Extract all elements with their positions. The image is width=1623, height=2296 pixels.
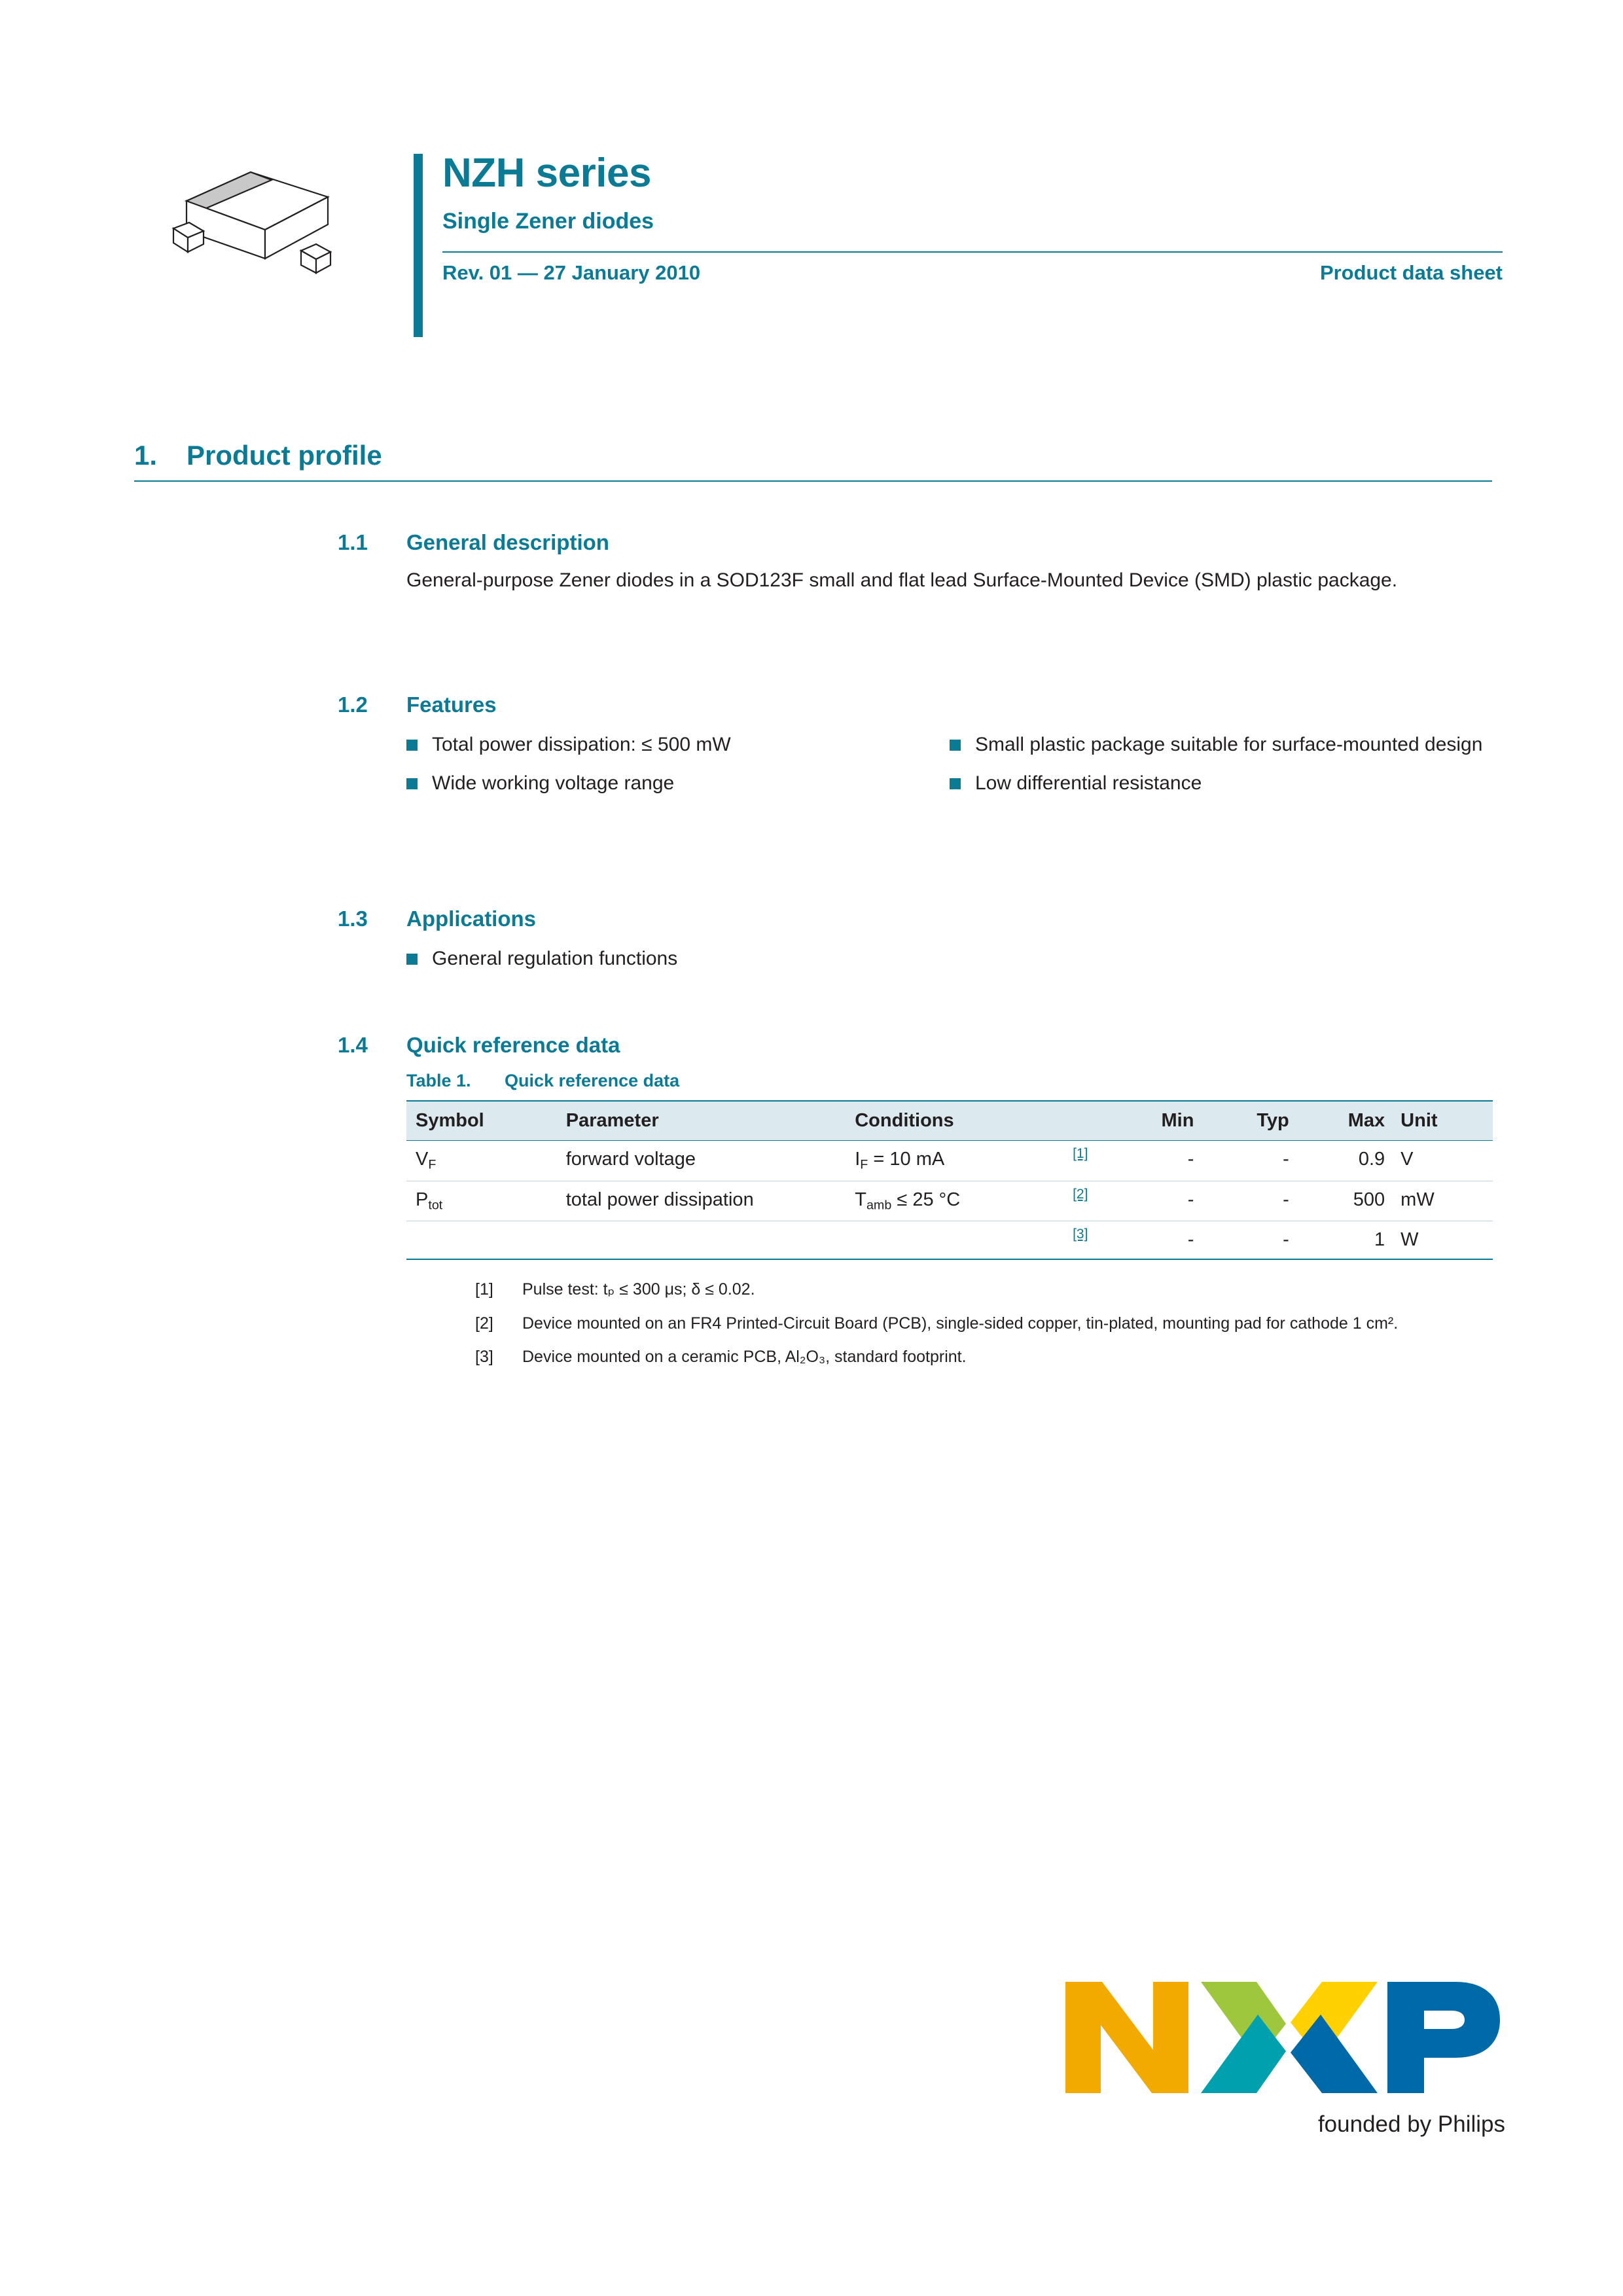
- condition-subscript: F: [860, 1157, 868, 1172]
- general-description-text: General-purpose Zener diodes in a SOD123F small and flat lead Surface-Mounted Device (SMD) plastic package.: [406, 569, 1398, 591]
- footnote-text: Device mounted on a ceramic PCB, Al₂O₃, standard footprint.: [522, 1348, 967, 1367]
- cell-typ: -: [1200, 1221, 1295, 1260]
- cell-parameter: total power dissipation: [557, 1181, 846, 1221]
- features-column-left: [406, 732, 950, 808]
- column-header-parameter: Parameter: [557, 1101, 846, 1141]
- footnote-text: Pulse test: tₚ ≤ 300 μs; δ ≤ 0.02.: [522, 1280, 755, 1299]
- footnote-id: [3]: [475, 1348, 493, 1367]
- footnote-ref-3[interactable]: [3]: [1073, 1227, 1088, 1242]
- section-1-number: 1.: [134, 440, 158, 471]
- feature-label: Total power dissipation: ≤ 500 mW: [432, 734, 731, 755]
- subsection-1-2-label: Features: [406, 692, 497, 717]
- cell-unit: V: [1391, 1141, 1493, 1181]
- list-item: [406, 770, 950, 797]
- cell-min: -: [1097, 1181, 1200, 1221]
- footnote-text: Device mounted on an FR4 Printed-Circuit Board (PCB), single-sided copper, tin-plated, mounting pad for cathode 1 cm².: [522, 1314, 1399, 1333]
- page-title: NZH series: [442, 151, 651, 196]
- title-accent-bar: [414, 154, 423, 337]
- subsection-1-2-heading: [338, 692, 1493, 717]
- subsection-1-4-number: 1.4: [338, 1033, 368, 1057]
- column-header-max: Max: [1296, 1101, 1391, 1141]
- symbol-subscript: F: [428, 1157, 437, 1172]
- section-1-label: Product profile: [187, 440, 382, 471]
- condition-rest: ≤ 25 °C: [891, 1189, 961, 1210]
- footnote-ref-2[interactable]: [2]: [1073, 1186, 1088, 1202]
- bullet-square-icon: [950, 778, 961, 789]
- cell-symbol: [406, 1181, 557, 1221]
- bullet-square-icon: [950, 740, 961, 751]
- table-caption: [406, 1071, 1493, 1091]
- features-column-right: [950, 732, 1493, 808]
- footnote: [475, 1346, 1561, 1369]
- subsection-1-3-label: Applications: [406, 906, 537, 931]
- column-header-conditions: Conditions: [846, 1101, 1097, 1141]
- section-1-title: [134, 440, 1492, 471]
- feature-label: Low differential resistance: [975, 772, 1202, 794]
- cell-min: -: [1097, 1221, 1200, 1260]
- table-row: [406, 1141, 1493, 1181]
- cell-max: 500: [1296, 1181, 1391, 1221]
- cell-max: 1: [1296, 1221, 1391, 1260]
- symbol-subscript: tot: [428, 1198, 443, 1213]
- footnote-id: [2]: [475, 1314, 493, 1333]
- applications-list: [406, 946, 1493, 984]
- footnote-id: [1]: [475, 1280, 493, 1299]
- subsection-1-1-number: 1.1: [338, 530, 368, 554]
- cell-min: -: [1097, 1141, 1200, 1181]
- list-item: [406, 946, 1493, 973]
- subsection-features: [338, 692, 1493, 808]
- bullet-square-icon: [406, 778, 418, 789]
- condition-subscript: amb: [866, 1198, 892, 1213]
- cell-parameter: forward voltage: [557, 1141, 846, 1181]
- table-row: [406, 1181, 1493, 1221]
- list-item: [950, 732, 1493, 759]
- condition-base: T: [855, 1189, 866, 1210]
- cell-typ: -: [1200, 1141, 1295, 1181]
- logo-tagline: founded by Philips: [1317, 2111, 1505, 2137]
- application-label: General regulation functions: [432, 948, 678, 969]
- condition-base: I: [855, 1149, 861, 1170]
- cell-symbol: [406, 1221, 557, 1260]
- features-list: [406, 732, 1493, 808]
- section-1-rule: [134, 480, 1492, 482]
- section-1: [134, 440, 1492, 482]
- subsection-1-1-label: General description: [406, 530, 609, 554]
- quick-reference-table-wrapper: [406, 1071, 1493, 1369]
- subsection-1-3-number: 1.3: [338, 906, 368, 931]
- cell-max: 0.9: [1296, 1141, 1391, 1181]
- symbol-base: P: [416, 1189, 429, 1210]
- applications-column: [406, 946, 1493, 984]
- bullet-square-icon: [406, 740, 418, 751]
- footnote-ref-1[interactable]: [1]: [1073, 1146, 1088, 1161]
- footnote: [475, 1312, 1561, 1335]
- column-header-typ: Typ: [1200, 1101, 1295, 1141]
- table-title: Quick reference data: [505, 1071, 680, 1090]
- cell-unit: W: [1391, 1221, 1493, 1260]
- condition-rest: = 10 mA: [868, 1149, 945, 1170]
- subsection-quick-reference-data: [338, 1033, 1493, 1380]
- title-block: [442, 152, 1503, 285]
- bullet-square-icon: [406, 954, 418, 965]
- cell-symbol: [406, 1141, 557, 1181]
- feature-label: Small plastic package suitable for surface-mounted design: [975, 734, 1483, 755]
- cell-conditions: [846, 1221, 1097, 1260]
- cell-conditions: [846, 1141, 1097, 1181]
- subsection-1-1-heading: [338, 530, 1493, 555]
- page-subtitle: Single Zener diodes: [442, 209, 654, 234]
- revision-text: Rev. 01 — 27 January 2010: [442, 261, 701, 285]
- package-drawing-icon: [167, 160, 337, 301]
- footnote: [475, 1278, 1561, 1301]
- nxp-logo: [1060, 1977, 1505, 2147]
- cell-unit: mW: [1391, 1181, 1493, 1221]
- document-type: Product data sheet: [1319, 261, 1503, 285]
- subsection-1-4-label: Quick reference data: [406, 1033, 620, 1057]
- list-item: [406, 732, 950, 759]
- table-footnotes: [475, 1278, 1561, 1369]
- cell-parameter: [557, 1221, 846, 1260]
- table-label: Table 1.: [406, 1071, 471, 1090]
- table-header-row: [406, 1101, 1493, 1141]
- column-header-symbol: Symbol: [406, 1101, 557, 1141]
- subsection-1-4-heading: [338, 1033, 1493, 1058]
- list-item: [950, 770, 1493, 797]
- subsection-general-description: [338, 530, 1493, 595]
- feature-label: Wide working voltage range: [432, 772, 675, 794]
- quick-reference-table: [406, 1100, 1493, 1260]
- table-row: [406, 1221, 1493, 1260]
- page-header: [0, 0, 1623, 367]
- subsection-1-2-number: 1.2: [338, 692, 368, 717]
- column-header-unit: Unit: [1391, 1101, 1493, 1141]
- subsection-applications: [338, 906, 1493, 984]
- symbol-base: V: [416, 1149, 429, 1170]
- cell-conditions: [846, 1181, 1097, 1221]
- revision-row: [442, 251, 1503, 285]
- column-header-min: Min: [1097, 1101, 1200, 1141]
- cell-typ: -: [1200, 1181, 1295, 1221]
- subsection-1-3-heading: [338, 906, 1493, 931]
